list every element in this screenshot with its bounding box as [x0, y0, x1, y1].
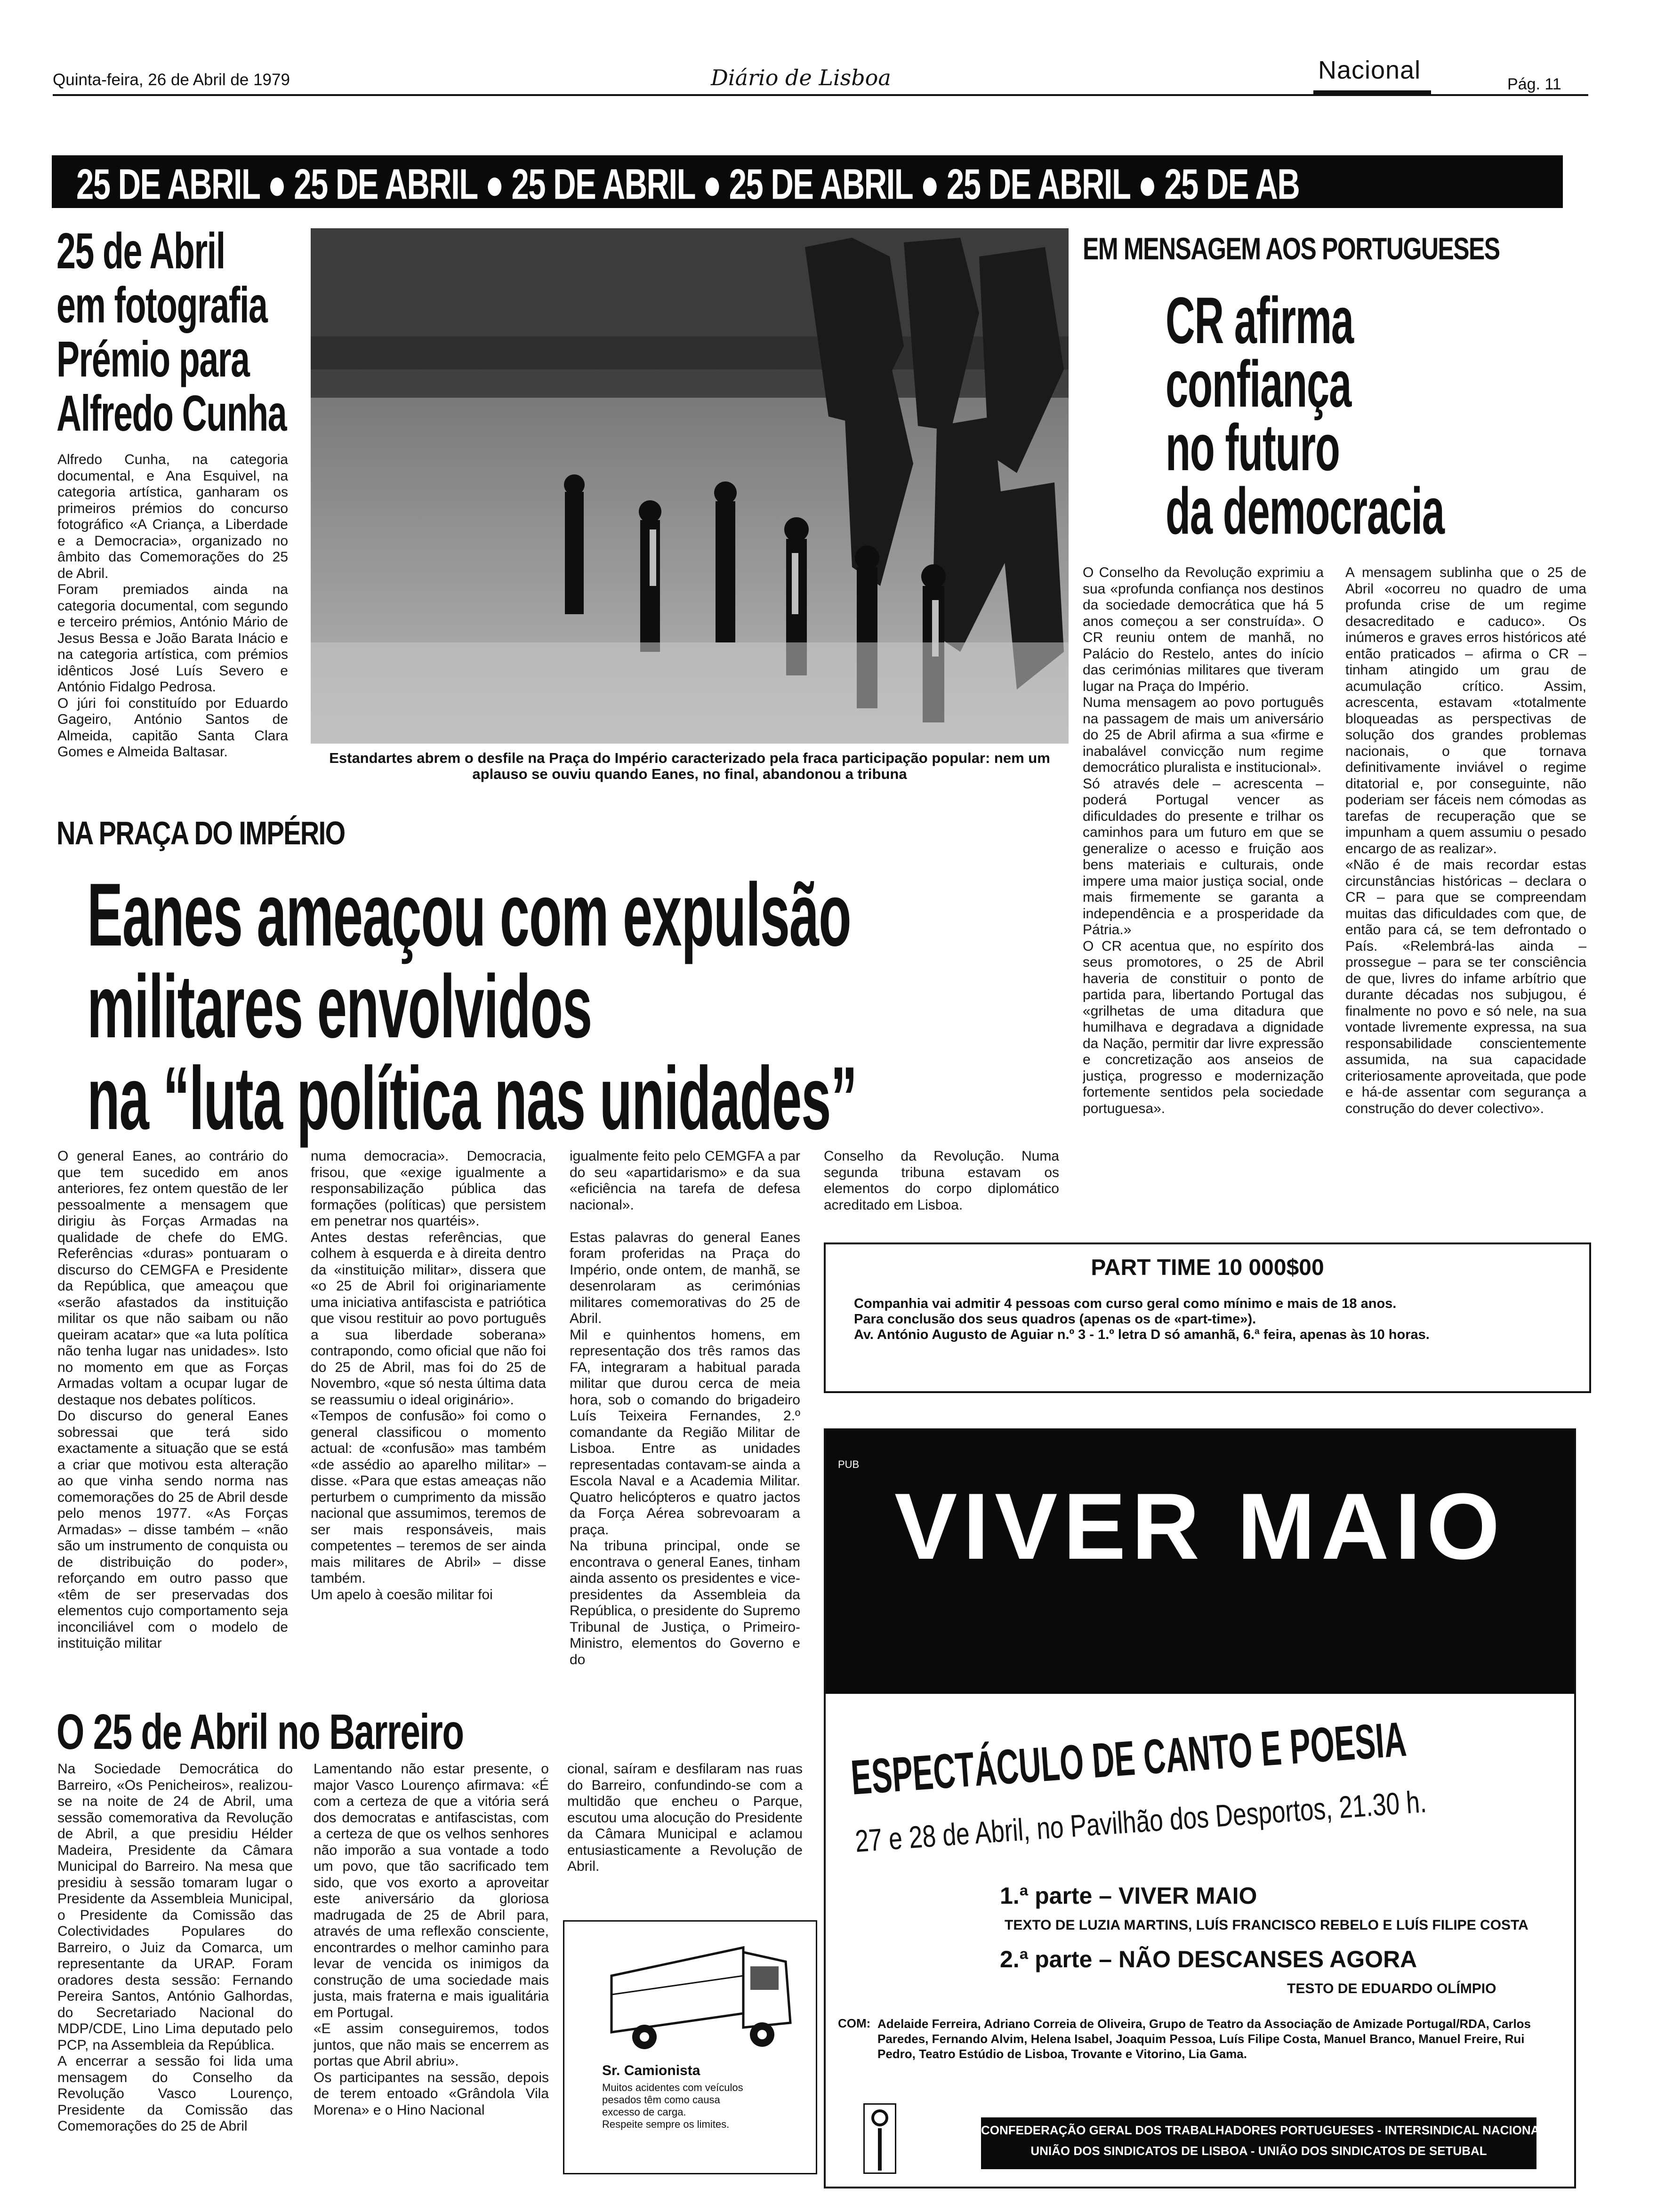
viver-maio-header [826, 1430, 1574, 1694]
eanes-story-headline-3: na “luta política nas unidades” [87, 1049, 857, 1148]
photo-story-headline-4: Alfredo Cunha [56, 385, 287, 441]
photo-story-headline-2: em fotografia [56, 276, 267, 333]
barreiro-story-column-1: Na Sociedade Democrática do Barreiro, «Os Penicheiros», realizou-se na noite de 24 de Abril, uma sessão comemorativa da Revolução de Abril, a que presidiu Hélder Madeira, Presidente da Câmara Municipal do Barreiro. Na mesa que presidiu à sessão tomaram lugar o Presidente da Assembleia Municipal, o Presidente da Comissão das Colectividades Populares do Barreiro, o Juiz da Comarca, um representante da URAP. Foram oradores desta sessão: Fernando Pereira Santos, António Galhordas, do Secretariado Nacional do MDP/CDE, Lino Lima deputado pelo PCP, na Assembleia da República. A encerrar a sessão foi lida uma mensagem do Conselho da Revolução Vasco Lourenço, Presidente da Comissão das Comemorações do 25 de Abril [57, 1761, 293, 2134]
eanes-story-headline-2: militares envolvidos [87, 957, 592, 1057]
masthead: Diário de Lisboa [711, 65, 891, 90]
cr-story-column-1: O Conselho da Revolução exprimiu a sua «profunda confiança nos destinos da sociedade democrática que há 5 anos começou a ser construída». O CR reuniu ontem de manhã, no Palácio do Restelo, antes do início das cerimónias militares que tiveram lugar na Praça do Império. Numa mensagem ao povo português na passagem de mais um aniversário do 25 de Abril afirma a sua «firme e inabalável convicção num regime democrático pluralista e institucional». Só através dele – acrescenta – poderá Portugal vencer as dificuldades do presente e trilhar os caminhos para um futuro em que se generalize o acesso e fruição aos bens materiais e culturais, onde impere uma maior justiça social, onde mais firmemente se garanta a independência e a prosperidade da Pátria.» O CR acentua que, no espírito dos seus promotores, o 25 de Abril haveria de constituir o ponto de partida para, libertando Portugal das «grilhetas de uma ditadura que humilhava e degradava a dignidade da Nação, permitir dar livre expressão e concretização aos anseios de justiça, progresso e modernização fortemente sentidos pela sociedade portuguesa». [1083, 565, 1324, 1116]
event-time: 27 e 28 de Abril, no Pavilhão dos Desportos, 21.30 h. [854, 1784, 1428, 1859]
eanes-story-headline-1: Eanes ameaçou com expulsão [87, 865, 851, 965]
viver-maio-ad [824, 1428, 1576, 2188]
barreiro-story-headline: O 25 de Abril no Barreiro [56, 1704, 464, 1760]
parade-photo-drawing [311, 228, 1069, 744]
barreiro-story-column-3: cional, saíram e desfilaram nas ruas do Barreiro, confundindo-se com a multidão que encheu o Parque, escutou uma alocução do Presidente da Câmara Municipal e aclamou entusiasticamente a Revolução de Abril. [567, 1761, 803, 1874]
section-underline [1313, 90, 1431, 96]
eanes-story-kicker: NA PRAÇA DO IMPÉRIO [56, 815, 345, 851]
cr-story-headline-4: da democracia [1166, 474, 1444, 548]
eanes-story-column-3: igualmente feito pelo CEMGFA a par do seu «apartidarismo» e da sua «eficiência na tarefa de defesa nacional». Estas palavras do general Eanes foram proferidas na Praça do Império, onde ontem, de manhã, se desenrolaram as cerimónias militares comemorativas do 25 de Abril. Mil e quinhentos homens, em representação dos três ramos das FA, integraram a habitual parada militar que durou cerca de meia hora, sob o comando do brigadeiro Luís Teixeira Fernandes, 2.º comandante da Região Militar de Lisboa. Entre as unidades representadas contavam-se ainda a Escola Naval e a Academia Militar. Quatro helicópteros e quatro jactos da Força Aérea sobrevoaram a praça. Na tribuna principal, onde se encontrava o general Eanes, tinham ainda assento os presidentes e vice-presidentes da Assembleia da República, o presidente do Supremo Tribunal de Justiça, o Primeiro-Ministro, elementos do Governo e do [570, 1148, 800, 1667]
union-logo-icon [863, 2103, 896, 2174]
cr-story-column-2: A mensagem sublinha que o 25 de Abril «ocorreu no quadro de uma profunda crise de um regime desacreditado e caduco». Os inúmeros e graves erros históricos até então praticados – afirma o CR – tinham atingido um grau de acumulação crítico. Assim, acrescenta, estavam «totalmente bloqueadas as perspectivas de solução dos grandes problemas nacionais, o que tornava definitivamente inviável o regime ditatorial e, por conseguinte, não poderiam ser fáceis nem cómodas as tarefas de recuperação que se impunham a quem assumiu o pesado encargo de as realizar». «Não é de mais recordar estas circunstâncias históricas – declara o CR – para que se compreendam muitas das dificuldades com que, de então para cá, se tem defrontado o País. «Relembrá-las ainda – prossegue – para se ter consciência de que, livres do infame arbítrio que durante décadas nos subjugou, é finalmente no povo e só nele, na sua vontade livremente expressa, na sua responsabilidade conscientemente assumida, na sua capacidade criteriosamente aproveitada, que pode e há-de assentar com segurança a construção do dever colectivo». [1345, 565, 1586, 1116]
part-time-ad-body: Companhia vai admitir 4 pessoas com curso geral como mínimo e mais de 18 anos. Para conclusão dos seus quadros (apenas os de «part-time»). Av. António Augusto de Aguiar n.º 3 - 1.º letra D só amanhã, 6.ª feira, apenas às 10 horas. [854, 1296, 1430, 1342]
truck-icon [602, 1933, 800, 2056]
union-footer [981, 2117, 1547, 2169]
cr-story-headline-3: no futuro [1166, 410, 1340, 484]
issue-date: Quinta-feira, 26 de Abril de 1979 [53, 71, 290, 89]
cast-list: Adelaide Ferreira, Adriano Correia de Oliveira, Grupo de Teatro da Associação de Amizade Portugal/RDA, Carlos Paredes, Fernando Alvim, Helena Isabel, Joaquim Pessoa, Luís Filipe Costa, Manuel Branco, Manuel Freire, Rui Pedro, Teatro Estúdio de Lisboa, Trovante e Vitorino, Lia Gama. [877, 2017, 1531, 2061]
cr-story-headline-2: confiança [1166, 347, 1351, 421]
cast-label: COM: [838, 2016, 871, 2030]
program-part-2-credit: TESTO DE EDUARDO OLÍMPIO [1287, 1981, 1496, 1996]
parade-photo [311, 228, 1069, 744]
program-part-1: 1.ª parte – VIVER MAIO [1000, 1883, 1257, 1909]
pub-label: PUB [838, 1459, 860, 1470]
cr-story-headline-1: CR afirma [1166, 283, 1353, 357]
viver-maio-title: VIVER MAIO [894, 1474, 1505, 1579]
part-time-ad [824, 1242, 1591, 1393]
banner-text: 25 DE ABRIL ● 25 DE ABRIL ● 25 DE ABRIL ● 25 DE ABRIL ● 25 DE ABRIL ● 25 DE AB [76, 160, 1300, 208]
program-part-1-credit: TEXTO DE LUZIA MARTINS, LUÍS FRANCISCO REBELO E LUÍS FILIPE COSTA [1005, 1917, 1528, 1933]
part-time-ad-title: PART TIME 10 000$00 [1091, 1255, 1324, 1280]
photo-story-headline-3: Prémio para [56, 330, 249, 387]
cr-story-kicker: EM MENSAGEM AOS PORTUGUESES [1083, 231, 1500, 266]
truck-ad-body: Muitos acidentes com veículos pesados têm como causa excesso de carga. Respeite sempre os limites. [602, 2082, 743, 2130]
eanes-story-column-1: O general Eanes, ao contrário do que tem sucedido em anos anteriores, fez ontem questão de ler pessoalmente a mensagem que dirigiu às Forças Armadas na qualidade de chefe do EMG. Referências «duras» pontuaram o discurso do CEMGFA e Presidente da República, que ameaçou que «serão afastados da instituição militar os que não saibam ou não queiram acatar» que «a luta política não tenha lugar nas unidades». Isto no momento em que as Forças Armadas voltam a ocupar lugar de destaque nos debates políticos. Do discurso do general Eanes sobressai que terá sido exactamente a situação que se está a criar que motivou esta alteração ao que vinha sendo norma nas comemorações do 25 de Abril desde pelo menos 1977. «As Forças Armadas» – disse também – «não são um instrumento de conquista ou de distribuição do poder», reforçando em outro passo que «têm de ser preservadas dos elementos cujo comportamento seja inconciliável com o modelo de instituição militar [57, 1148, 288, 1651]
union-footer-line-1: CONFEDERAÇÃO GERAL DOS TRABALHADORES PORTUGUESES - INTERSINDICAL NACIONAL [981, 2123, 1547, 2137]
photo-story-body: Alfredo Cunha, na categoria documental, e Ana Esquivel, na categoria artística, ganharam os primeiros prémios do concurso fotográfico «A Criança, a Liberdade e a Democracia», organizado no âmbito das Comemorações do 25 de Abril. Foram premiados ainda na categoria documental, com segundo e terceiro prémios, António Mário de Jesus Bessa e João Barata Inácio e na categoria artística, com prémios idênticos José Luís Severo e António Fidalgo Pedrosa. O júri foi constituído por Eduardo Gageiro, António Santos de Almeida, capitão Santa Clara Gomes e Almeida Baltasar. [57, 452, 288, 760]
truck-safety-ad [563, 1920, 817, 2174]
union-footer-line-2: UNIÃO DOS SINDICATOS DE LISBOA - UNIÃO DOS SINDICATOS DE SETUBAL [1030, 2144, 1487, 2158]
truck-ad-title: Sr. Camionista [602, 2063, 700, 2078]
page-number: Pág. 11 [1507, 75, 1561, 93]
eanes-story-column-2: numa democracia». Democracia, frisou, que «exige igualmente a responsabilização pública das formações (políticas) que persistem em penetrar nos quartéis». Antes destas referências, que colhem à esquerda e à direita dentro da «instituição militar», dissera que «o 25 de Abril foi originariamente uma iniciativa antifascista e patriótica que visou restituir ao povo português a sua liberdade soberana» contrapondo, como oficial que não foi do 25 de Abril, mas foi do 25 de Novembro, «que só nesta última data se reassumiu o ideal originário». «Tempos de confusão» foi como o general classificou o momento actual: de «confusão» mas também «de assédio ao aparelho militar» – disse. «Para que estas ameaças não perturbem o cumprimento da missão nacional que assumimos, teremos de ser mais responsáveis, mais competentes – teremos de ser ainda mais militares de Abril» – disse também. Um apelo à coesão militar foi [311, 1148, 546, 1603]
program-part-2: 2.ª parte – NÃO DESCANSES AGORA [1000, 1946, 1417, 1972]
photo-caption: Estandartes abrem o desfile na Praça do Império caracterizado pela fraca participação popular: nem um aplauso se ouviu quando Eanes, no final, abandonou a tribuna [329, 750, 1050, 782]
eanes-story-column-4: Conselho da Revolução. Numa segunda tribuna estavam os elementos do corpo diplomático acreditado em Lisboa. [824, 1148, 1059, 1213]
barreiro-story-column-2: Lamentando não estar presente, o major Vasco Lourenço afirmava: «É com a certeza de que a vitória será dos democratas e antifascistas, com a certeza de que os velhos senhores não imporão a sua vontade a todo um povo, que tão sacrificado tem sido, que vos exorto a aproveitar este aniversário da gloriosa madrugada de 25 de Abril para, através de uma reflexão consciente, encontrardes o melhor caminho para levar de vencida os inimigos da construção de uma sociedade mais justa, mais fraterna e mais igualitária em Portugal. «E assim conseguiremos, todos juntos, que não mais se encerrem as portas que Abril abriu». Os participantes na sessão, depois de terem entoado «Grândola Vila Morena» e o Hino Nacional [314, 1761, 549, 2118]
section-name: Nacional [1318, 56, 1421, 84]
anniversary-banner [52, 155, 1563, 208]
photo-story-headline-1: 25 de Abril [56, 222, 225, 279]
event-title: ESPECTÁCULO DE CANTO E POESIA [849, 1712, 1408, 1805]
